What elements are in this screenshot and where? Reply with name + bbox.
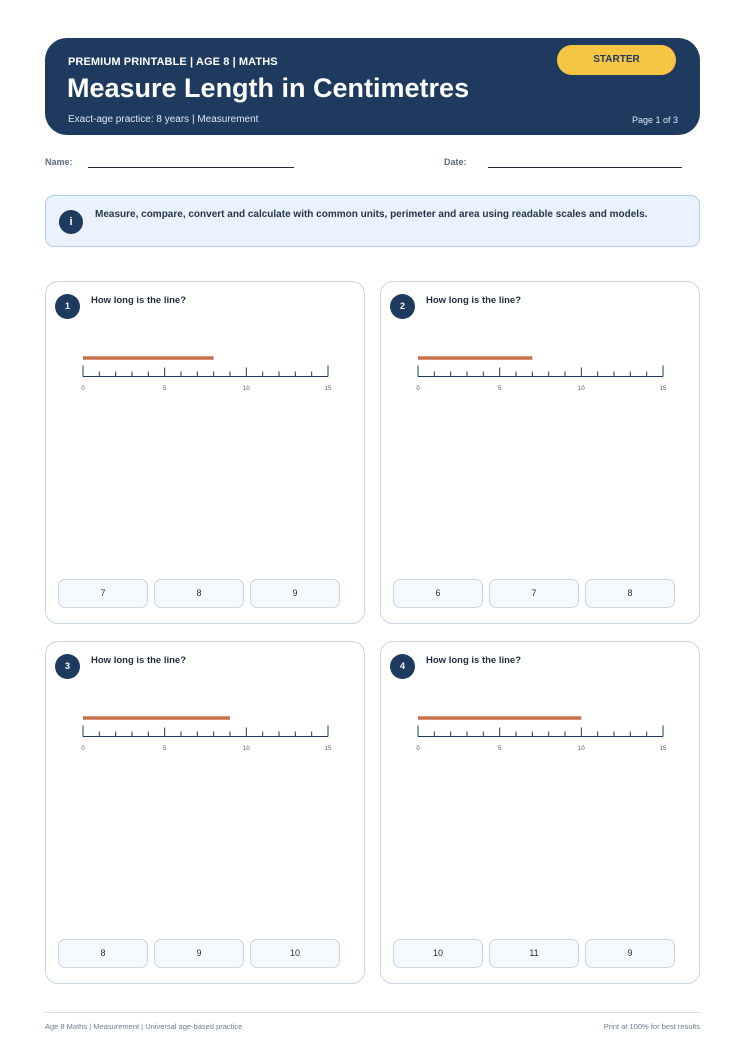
ruler-diagram	[76, 348, 336, 398]
answer-option[interactable]: 6	[393, 579, 483, 608]
footer-divider	[45, 1012, 700, 1013]
ruler-tick-label: 0	[416, 746, 420, 752]
answer-option[interactable]: 11	[489, 939, 579, 968]
answer-option[interactable]: 10	[250, 939, 340, 968]
question-card-4	[380, 641, 700, 984]
ruler-tick-label: 15	[324, 386, 332, 392]
ruler-diagram	[76, 708, 336, 758]
answer-option[interactable]: 9	[154, 939, 244, 968]
info-icon: i	[59, 210, 83, 234]
date-label: Date:	[444, 157, 467, 167]
name-label: Name:	[45, 157, 73, 167]
ruler-tick-label: 0	[81, 386, 85, 392]
name-field[interactable]	[88, 167, 294, 168]
ruler-tick-label: 10	[577, 746, 585, 752]
ruler-diagram	[411, 348, 671, 398]
header-kicker: PREMIUM PRINTABLE | AGE 8 | MATHS	[68, 56, 278, 68]
answer-option[interactable]: 7	[489, 579, 579, 608]
ruler-tick-label: 5	[162, 386, 167, 392]
ruler-tick-label: 15	[324, 746, 332, 752]
instructions-box	[45, 195, 700, 247]
page-title: Measure Length in Centimetres	[67, 73, 470, 103]
date-field[interactable]	[488, 167, 682, 168]
ruler-tick-label: 10	[242, 746, 250, 752]
ruler-tick-label: 15	[659, 746, 667, 752]
question-prompt: How long is the line?	[91, 295, 186, 306]
question-prompt: How long is the line?	[91, 655, 186, 666]
ruler-tick-label: 15	[659, 386, 667, 392]
question-card-2	[380, 281, 700, 624]
answer-option[interactable]: 8	[585, 579, 675, 608]
question-number: 3	[55, 654, 80, 679]
footer-left: Age 8 Maths | Measurement | Universal age-based practice	[45, 1022, 243, 1031]
ruler-tick-label: 10	[577, 386, 585, 392]
ruler-tick-label: 10	[242, 386, 250, 392]
question-number: 2	[390, 294, 415, 319]
question-card-3	[45, 641, 365, 984]
footer-right: Print at 100% for best results	[603, 1022, 700, 1031]
ruler-tick-label: 0	[416, 386, 420, 392]
ruler-tick-label: 5	[497, 746, 502, 752]
page-indicator: Page 1 of 3	[631, 115, 678, 125]
ruler-tick-label: 5	[497, 386, 502, 392]
worksheet-header	[45, 38, 700, 135]
instructions-text: Measure, compare, convert and calculate with common units, perimeter and area using readable scales and models.	[95, 209, 648, 220]
question-number: 1	[55, 294, 80, 319]
header-subtitle: Exact-age practice: 8 years | Measurement	[68, 114, 259, 125]
question-prompt: How long is the line?	[426, 655, 521, 666]
ruler-diagram	[411, 708, 671, 758]
ruler-tick-label: 0	[81, 746, 85, 752]
question-prompt: How long is the line?	[426, 295, 521, 306]
question-card-1	[45, 281, 365, 624]
answer-option[interactable]: 8	[154, 579, 244, 608]
answer-option[interactable]: 9	[250, 579, 340, 608]
level-badge: STARTER	[557, 45, 676, 75]
answer-option[interactable]: 7	[58, 579, 148, 608]
answer-option[interactable]: 10	[393, 939, 483, 968]
answer-option[interactable]: 8	[58, 939, 148, 968]
ruler-tick-label: 5	[162, 746, 167, 752]
question-number: 4	[390, 654, 415, 679]
answer-option[interactable]: 9	[585, 939, 675, 968]
